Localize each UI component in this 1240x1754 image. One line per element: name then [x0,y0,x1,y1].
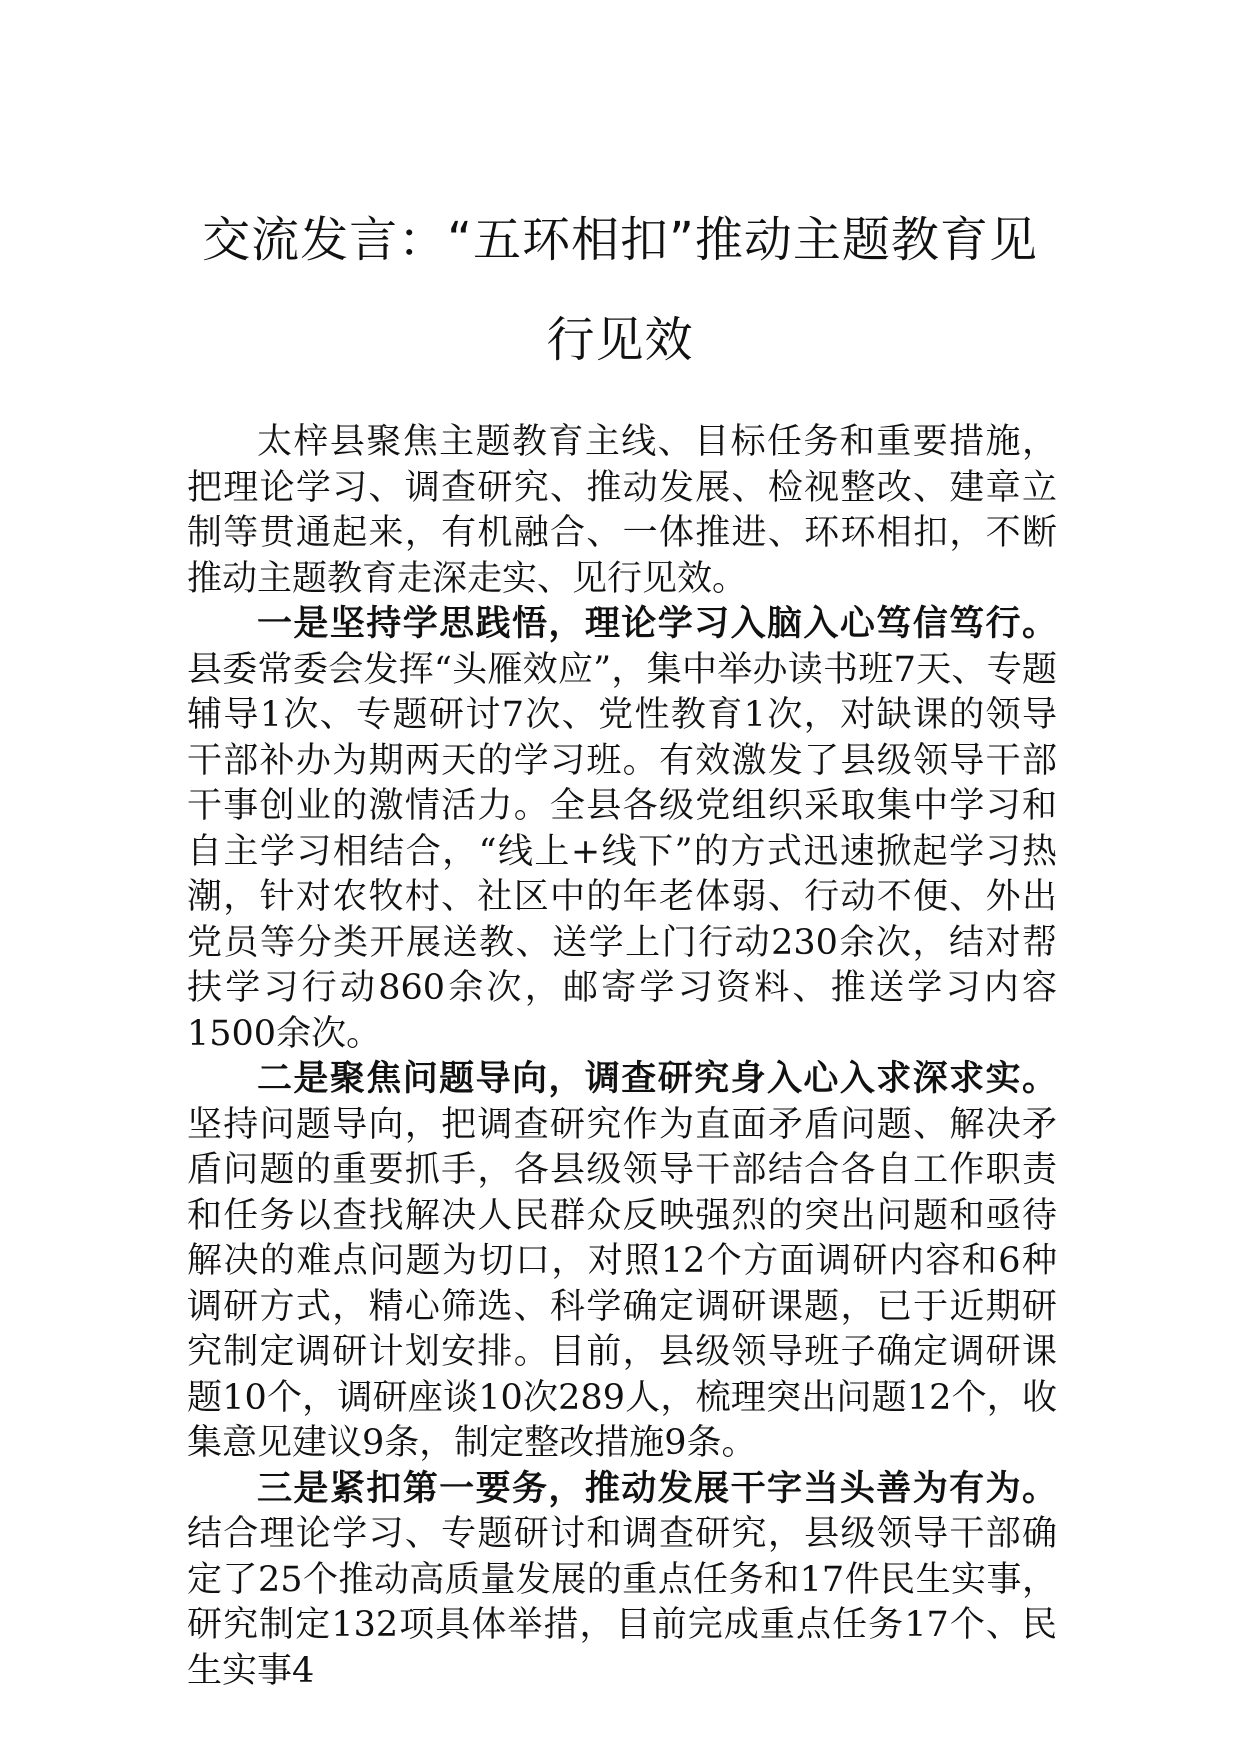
paragraph-investigation [187,1057,1057,1467]
paragraph-development [187,1467,1057,1695]
document-title [150,190,1090,390]
paragraph-theory-study [187,602,1057,1057]
paragraph-lead: 三是紧扣第一要务，推动发展干字当头善为有为。 [257,1468,1057,1509]
paragraph-text: 县委常委会发挥“头雁效应”，集中举办读书班7天、专题辅导1次、专题研讨7次、党性教育1次，对缺课的领导干部补办为期两天的学习班。有效激发了县级领导干部干事创业的激情活力。全县各级党组织采取集中学习和自主学习相结合，“线上+线下”的方式迅速掀起学习热潮，针对农牧村、社区中的年老体弱、行动不便、外出党员等分类开展送教、送学上门行动230余次，结对帮扶学习行动860余次，邮寄学习资料、推送学习内容1500余次。 [187,649,1057,1054]
paragraph-lead: 一是坚持学思践悟，理论学习入脑入心笃信笃行。 [257,604,1057,644]
paragraph-text: 太梓县聚焦主题教育主线、目标任务和重要措施，把理论学习、调查研究、推动发展、检视整改、建章立制等贯通起来，有机融合、一体推进、环环相扣，不断推动主题教育走深走实、见行见效。 [187,422,1057,599]
title-line-2: 行见效 [546,312,694,368]
paragraph-intro [187,420,1057,602]
paragraph-text: 结合理论学习、专题研讨和调查研究，县级领导干部确定了25个推动高质量发展的重点任务和17件民生实事，研究制定132项具体举措，目前完成重点任务17个、民生实事4 [187,1514,1057,1691]
paragraph-text: 坚持问题导向，把调查研究作为直面矛盾问题、解决矛盾问题的重要抓手，各县级领导干部结合各自工作职责和任务以查找解决人民群众反映强烈的突出问题和亟待解决的难点问题为切口，对照12个方面调研内容和6种调研方式，精心筛选、科学确定调研课题，已于近期研究制定调研计划安排。目前，县级领导班子确定调研课题10个，调研座谈10次289人，梳理突出问题12个，收集意见建议9条，制定整改措施9条。 [187,1104,1057,1463]
paragraph-lead: 二是聚焦问题导向，调查研究身入心入求深求实。 [257,1059,1057,1099]
title-line-1: 交流发言：“五环相扣”推动主题教育见 [202,212,1038,268]
document-body [187,420,1057,1694]
